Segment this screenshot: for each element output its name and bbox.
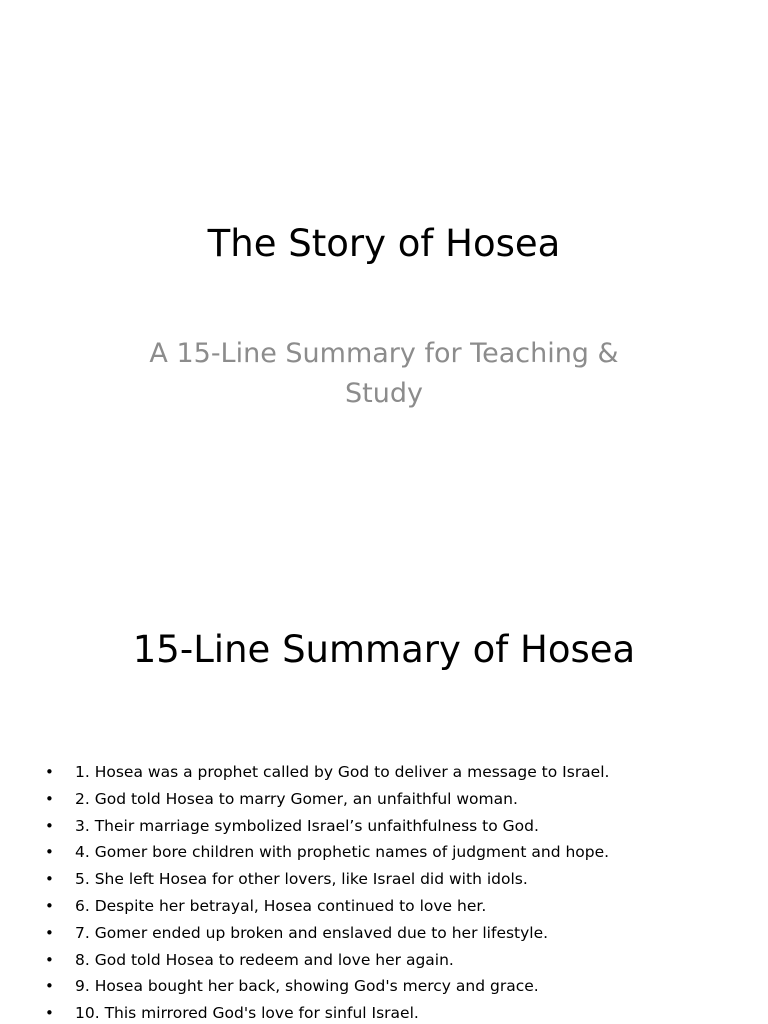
bullet-icon: • <box>45 977 54 996</box>
slide-title: The Story of Hosea <box>207 222 561 265</box>
bullet-icon: • <box>45 1004 54 1023</box>
list-item-text: 7. Gomer ended up broken and enslaved due to her lifestyle. <box>75 923 549 942</box>
bullet-icon: • <box>45 816 54 835</box>
list-item <box>0 786 768 813</box>
bullet-icon: • <box>45 950 54 969</box>
bullet-icon: • <box>45 763 54 781</box>
list-item-text: 4. Gomer bore children with prophetic names of judgment and hope. <box>75 843 610 862</box>
list-item <box>0 839 768 866</box>
list-item-text: 1. Hosea was a prophet called by God to deliver a message to Israel. <box>75 763 610 781</box>
list-item-text: 3. Their marriage symbolized Israel’s unfaithfulness to God. <box>75 816 539 835</box>
bullet-icon: • <box>45 870 54 889</box>
list-item-text: 8. God told Hosea to redeem and love her again. <box>75 950 454 969</box>
list-item <box>0 813 768 840</box>
list-item <box>0 759 768 786</box>
list-item <box>0 920 768 947</box>
list-item-text: 10. This mirrored God's love for sinful Israel. <box>75 1004 419 1023</box>
bullet-icon: • <box>45 896 54 915</box>
bullet-icon: • <box>45 789 54 808</box>
slide-subtitle: A 15-Line Summary for Teaching & Study <box>149 338 619 409</box>
list-item-text: 2. God told Hosea to marry Gomer, an unfaithful woman. <box>75 789 518 808</box>
bullet-icon: • <box>45 923 54 942</box>
list-item <box>0 947 768 974</box>
summary-list <box>0 759 768 1024</box>
list-item-text: 5. She left Hosea for other lovers, like Israel did with idols. <box>75 870 528 889</box>
bullet-icon: • <box>45 843 54 862</box>
list-item-text: 6. Despite her betrayal, Hosea continued to love her. <box>75 896 487 915</box>
list-item-text: 9. Hosea bought her back, showing God's mercy and grace. <box>75 977 539 996</box>
list-item <box>0 866 768 893</box>
list-item <box>0 973 768 1000</box>
list-item <box>0 893 768 920</box>
summary-title: 15-Line Summary of Hosea <box>132 628 636 671</box>
list-item <box>0 1000 768 1024</box>
